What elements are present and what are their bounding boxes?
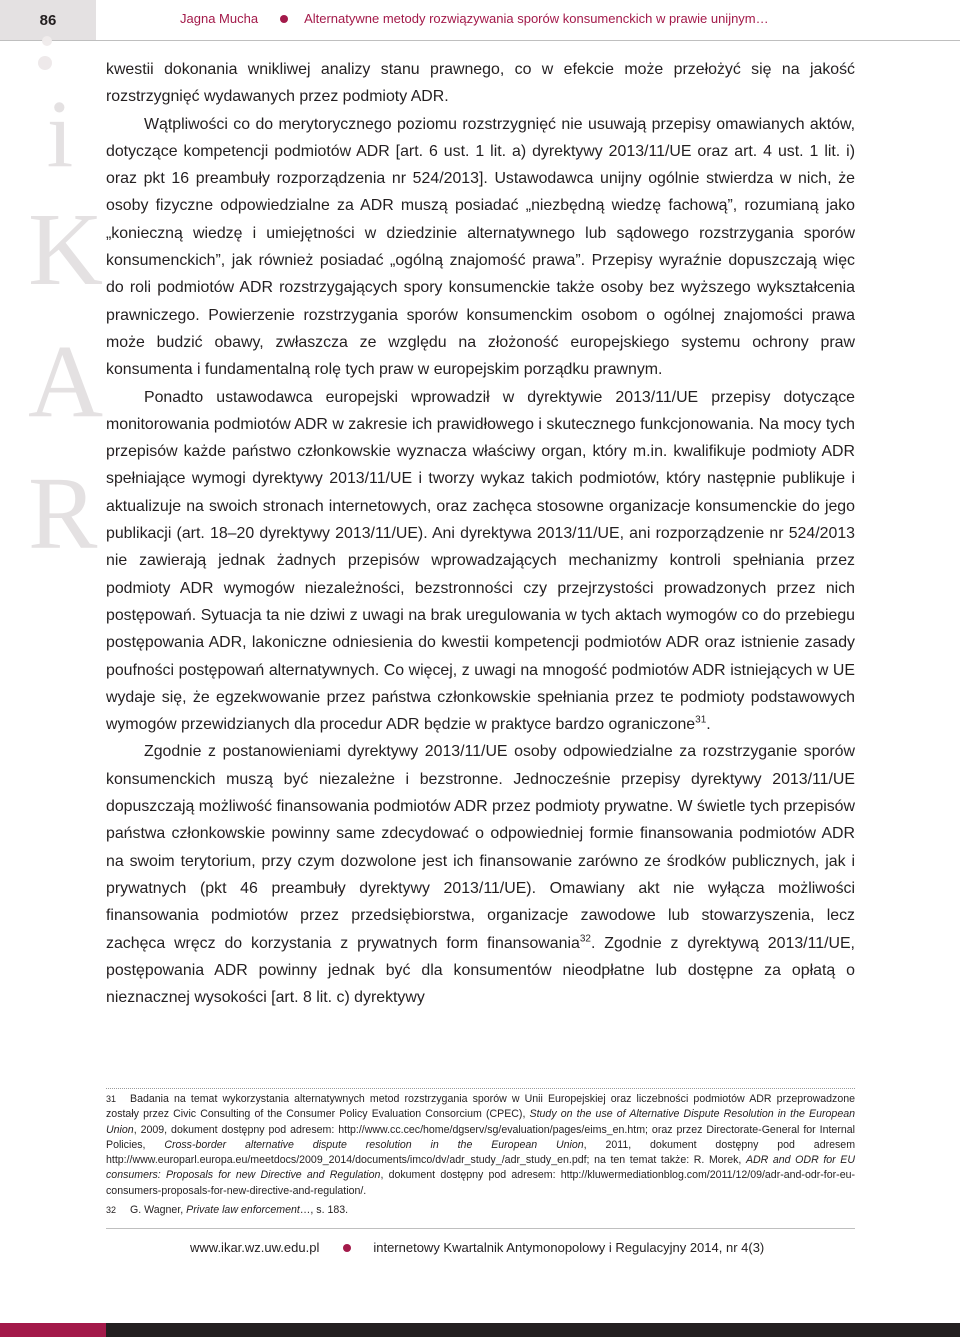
page-number: 86 <box>39 11 57 29</box>
bullet-dot-icon <box>343 1244 351 1252</box>
bottom-accent-bar <box>0 1323 106 1337</box>
footnote-number: 31 <box>106 1094 117 1104</box>
footnote-32 <box>106 1203 855 1218</box>
footnote-title: Private law enforcement <box>186 1204 300 1217</box>
footnote-text: , 2011, dokument dostępny pod adresem http://www.europarl.europa.eu/meetdocs/2009_2014/documents/imco/dv/adr_study_/adr_study_en.pdf; na ten temat także: R. Morek, <box>106 1138 856 1167</box>
footnote-text: , 2009, dokument dostępny pod adresem: http://www.cc.cec/home/dgserv/sg/evaluation/pages/eims_en.htm; oraz przez Directorate-General for Internal Policies, <box>106 1123 855 1151</box>
footnote-ref-32[interactable]: 32 <box>579 933 591 945</box>
logo-dot-icon <box>42 36 52 46</box>
footnote-title: Cross-border alternative dispute resolution in the European Union <box>164 1138 584 1151</box>
footnote-31 <box>106 1092 855 1199</box>
bottom-dark-bar <box>106 1323 960 1337</box>
bullet-dot-icon <box>280 15 288 23</box>
footnote-ref-31[interactable]: 31 <box>695 714 707 726</box>
running-head-author: Jagna Mucha <box>180 11 259 26</box>
ikar-logo <box>28 56 104 580</box>
paragraph-1: kwestii dokonania wnikliwej analizy stanu prawnego, co w efekcie może przełożyć się na jakość rozstrzygnięć wydawanych przez podmioty ADR. <box>106 61 855 106</box>
footer-journal: internetowy Kwartalnik Antymonopolowy i Regulacyjny 2014, nr 4(3) <box>373 1240 765 1255</box>
footnote-text: , dokument dostępny pod adresem: http://kluwermediationblog.com/2011/12/09/adr-and-odr-for-eu-consumers-proposals-for-new-directive-and-regulation/. <box>106 1169 855 1197</box>
running-head <box>180 11 769 26</box>
footnotes <box>106 1092 855 1222</box>
footnote-number: 32 <box>106 1205 117 1216</box>
footnote-text: G. Wagner, <box>130 1204 187 1217</box>
page-number-tab <box>0 0 96 40</box>
footnote-rule <box>106 1088 855 1089</box>
footnote-title: Study on the use of Alternative Dispute Resolution in the European Union <box>106 1108 855 1136</box>
logo-letter-r: R <box>28 456 98 571</box>
logo-dot-icon <box>38 56 52 70</box>
paragraph-3-text: Ponadto ustawodawca europejski wprowadził w dyrektywie 2013/11/UE przepisy dotyczące monitorowania podmiotów ADR w zakresie ich prawidłowego i skutecznego funkcjonowania. Na mocy tych przepisów każde państwo członkowskie wyznacza właściwy organ, który m.in. kwalifikuje podmioty ADR spełniające wymogi dyrektywy 2013/11/UE i tworzy wykaz takich podmiotów, który następnie publikuje i aktualizuje na swoich stronach internetowych, oraz zachęca stosowne organizacje konsumenckie do jego publikacji (art. 18–20 dyrektywy 2013/11/UE). Ani dyrektywa 2013/11/UE, ani rozporządzenie nr 524/2013 nie zawierają jednak żadnych przepisów wprowadzających mechanizmy kontroli spełniania przez podmioty ADR wymogów niezależności, bezstronności czy przejrzystości prowadzonych przez nich postępowań. Sytuacja ta nie dziwi z uwagi na brak uregulowania w tych aktach wymogów co do przebiegu postępowania ADR, lakoniczne odniesienia do kwestii kompetencji podmiotów ADR oraz istnienie zasady poufności postępowań alternatywnych. Co więcej, z uwagi na mnogość podmiotów ADR istniejących w UE wydaje się, że egzekwowanie przez państwa członkowskie spełniania przez te podmioty podstawowych wymogów przewidzianych dla procedur ADR będzie w praktyce bardzo ograniczone <box>106 388 855 734</box>
paragraph-4-end: . Zgodnie z dyrektywą 2013/11/UE, postępowania ADR powinny jednak być dla konsumentów nieodpłatne lub dostępne za opłatą o nieznacznej wysokości [art. 8 lit. c) dyrektywy <box>106 934 855 1007</box>
logo-letter-i: i <box>46 80 74 187</box>
footnote-text: …, s. 183. <box>299 1204 349 1217</box>
paragraph-3 <box>106 384 855 739</box>
logo-dots <box>28 56 92 84</box>
running-head-title: Alternatywne metody rozwiązywania sporów konsumenckich w prawie unijnym… <box>304 11 769 26</box>
logo-letter-a: A <box>28 324 104 439</box>
paragraph-4 <box>106 738 855 1011</box>
footnote-title: ADR and ODR for EU consumers: Proposals for new Directive and Regulation <box>106 1154 855 1182</box>
paragraph-4-text: Zgodnie z postanowieniami dyrektywy 2013/11/UE osoby odpowiedzialne za rozstrzyganie sporów konsumenckich muszą być niezależne i bezstronne. Jednocześnie przepisy dyrektywy 2013/11/UE dopuszczają możliwość finansowania podmiotów ADR przez podmioty prywatne. W świetle tych przepisów państwa członkowskie powinny same zdecydować o odpowiedniej formie finansowania podmiotów ADR na swoim terytorium, przy czym dozwolone jest ich finansowanie zarówno ze środków publicznych, jak i prywatnych (pkt 46 preambuły dyrektywy 2013/11/UE). Omawiany akt nie wyłącza możliwości finansowania podmiotów przez przedsiębiorstwa, organizacje zawodowe lub stowarzyszenia, lecz zachęca wręcz do korzystania z prywatnych form finansowania <box>106 743 855 952</box>
header-rule <box>0 40 960 41</box>
footnote-text: Badania na temat wykorzystania alternatywnych metod rozstrzygania sporów w Unii Europejskiej oraz liczebności podmiotów ADR przeprowadzone zostały przez Civic Consulting of the Consumer Policy Evaluation Consorcium (CPEC), <box>106 1093 855 1121</box>
footer-rule <box>106 1228 855 1229</box>
page-footer <box>190 1240 764 1255</box>
logo-letter-k: K <box>28 192 104 307</box>
footer-url[interactable]: www.ikar.wz.uw.edu.pl <box>190 1240 320 1255</box>
paragraph-3-end: . <box>706 716 711 734</box>
paragraph-2: Wątpliwości co do merytorycznego poziomu rozstrzygnięć nie usuwają przepisy omawianych aktów, dotyczące kompetencji podmiotów ADR [art. 6 ust. 1 lit. a) dyrektywy 2013/11/UE oraz art. 4 ust. 1 lit. i) oraz pkt 16 preambuły rozporządzenia nr 524/2013]. Ustawodawca unijny ogólnie stwierdza w nich, że osoby fizyczne odpowiedzialne za ADR muszą posiadać „niezbędną wiedzę fachową”, rozumianą jako „konieczną wiedzę i umiejętności w dziedzinie alternatywnego lub sądowego rozstrzygania sporów konsumenckich”, jak również posiadać „ogólną znajomość prawa”. Przepisy wyraźnie dopuszczają więc do roli podmiotów ADR rozstrzygających spory konsumenckie także osoby bez wyższego wykształcenia prawniczego. Powierzenie rozstrzygania sporów konsumenckim osobom o ogólnej znajomości prawa może budzić obawy, zwłaszcza ze względu na złożoność europejskiego systemu ochrony praw konsumenta i fundamentalną rolę tych praw w europejskim porządku prawnym. <box>106 115 855 379</box>
article-body <box>106 56 855 1011</box>
